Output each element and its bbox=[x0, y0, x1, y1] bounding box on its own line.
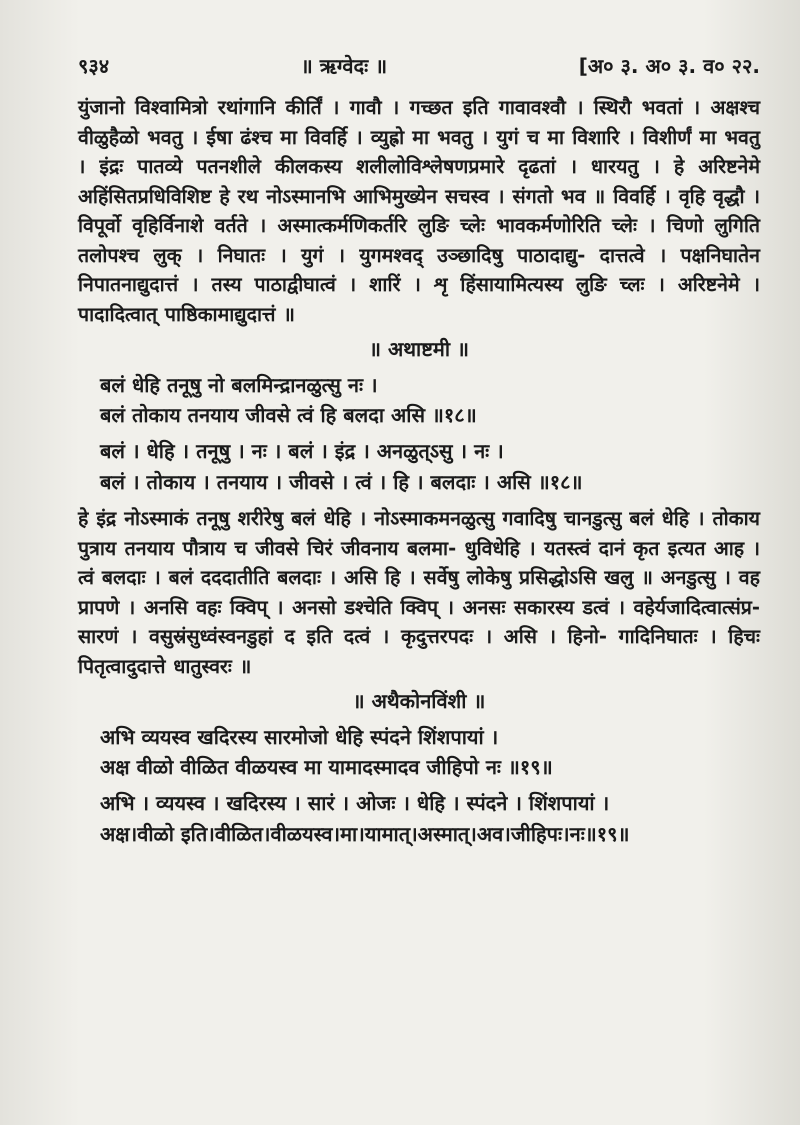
padapatha-18 bbox=[100, 436, 760, 498]
verse-19 bbox=[100, 722, 760, 782]
verse-19-line-1: अभि व्ययस्व खदिरस्य सारमोजो धेहि स्पंदने शिंशपायां । bbox=[100, 725, 499, 749]
padapatha-19-line-2: अक्ष।वीळो इति।वीळित।वीळयस्व।मा।यामात्।अस्मात्।अव।जीहिपः।नः॥१९॥ bbox=[100, 822, 630, 846]
padapatha-19-line-1: अभि । व्ययस्व । खदिरस्य । सारं । ओजः । धेहि । स्पंदने । शिंशपायां । bbox=[100, 791, 610, 815]
padapatha-18-line-1: बलं । धेहि । तनूषु । नः । बलं । इंद्र । अनळुत्ऽसु । नः । bbox=[100, 439, 504, 463]
section-reference: [अ० ३. अ० ३. व० २२. bbox=[578, 54, 760, 78]
page-number: ९३४ bbox=[78, 54, 110, 78]
verse-18-line-2: बलं तोकाय तनयाय जीवसे त्वं हि बलदा असि ॥१८॥ bbox=[100, 403, 477, 427]
commentary-paragraph-1: युंजानो विश्वामित्रो रथांगानि कीर्तिं । गावौ । गच्छत इति गावावश्वौ । स्थिरौ भवतां । अक्षश्च वीळुहैळो भवतु । ईषा ढंश्च मा विवर्हि । व्युह्रो मा भवतु । युगं च मा विशारि । विशीर्णं मा भवतु । इंद्रः पातव्ये पतनशीले कीलकस्य शलीलोविश्लेषणप्रमारे दृढतां । धारयतु । हे अरिष्टनेमे अहिंसितप्रधिविशिष्ट हे रथ नोऽस्मानभि आभिमुख्येन सचस्व । संगतो भव ॥ विवर्हि । वृहि वृद्धौ । विपूर्वो वृहिर्विनाशे वर्तते । अस्मात्कर्मणिकर्तरि लुङि च्लेः भावकर्मणोरिति च्लेः । चिणो लुगिति तलोपश्च लुक् । निघातः । युगं । युगमश्वद् उञ्छादिषु पाठादाद्यु- दात्तत्वे । पक्षनिघातेन निपातनाद्युदात्तं । तस्य पाठाद्वीघात्वं । शारिं । शृ हिंसायामित्यस्य लुङि च्लः । अरिष्टनेमे । पादादित्वात् पाष्ठिकामाद्युदात्तं ॥ bbox=[78, 96, 760, 326]
verse-18 bbox=[100, 370, 760, 430]
padapatha-19 bbox=[100, 788, 760, 850]
section-heading-nineteenth: ॥ अथैकोनविंशी ॥ bbox=[352, 689, 486, 713]
page-header bbox=[78, 52, 760, 79]
section-heading-eighth: ॥ अथाष्टमी ॥ bbox=[369, 337, 469, 361]
verse-18-line-1: बलं धेहि तनूषु नो बलमिन्द्रानळुत्सु नः । bbox=[100, 373, 378, 397]
commentary-paragraph-2: हे इंद्र नोऽस्माकं तनूषु शरीरेषु बलं धेहि । नोऽस्माकमनळुत्सु गवादिषु चानडुत्सु बलं धेहि । तोकाय पुत्राय तनयाय पौत्राय च जीवसे चिरं जीवनाय बलमा- धुविधेहि । यतस्त्वं दानं कृत इत्यत आह । त्वं बलदाः । बलं दददातीति बलदाः । असि हि । सर्वेषु लोकेषु प्रसिद्धोऽसि खलु ॥ अनडुत्सु । वह प्रापणे । अनसि वहः क्विप् । अनसो डश्चेति क्विप् । अनसः सकारस्य डत्वं । वहेर्यजादित्वात्संप्र- सारणं । वसुस्रंसुध्वंस्वनडुहां द इति दत्वं । कृदुत्तरपदः । असि । हिनो- गादिनिघातः । हिचः पितृत्वादुदात्ते धातुस्वरः ॥ bbox=[78, 507, 760, 678]
verse-19-line-2: अक्ष वीळो वीळित वीळयस्व मा यामादस्मादव जीहिपो नः ॥१९॥ bbox=[100, 755, 553, 779]
padapatha-18-line-2: बलं । तोकाय । तनयाय । जीवसे । त्वं । हि । बलदाः । असि ॥१८॥ bbox=[100, 470, 583, 494]
running-title: ॥ ऋग्वेदः ॥ bbox=[300, 54, 388, 78]
